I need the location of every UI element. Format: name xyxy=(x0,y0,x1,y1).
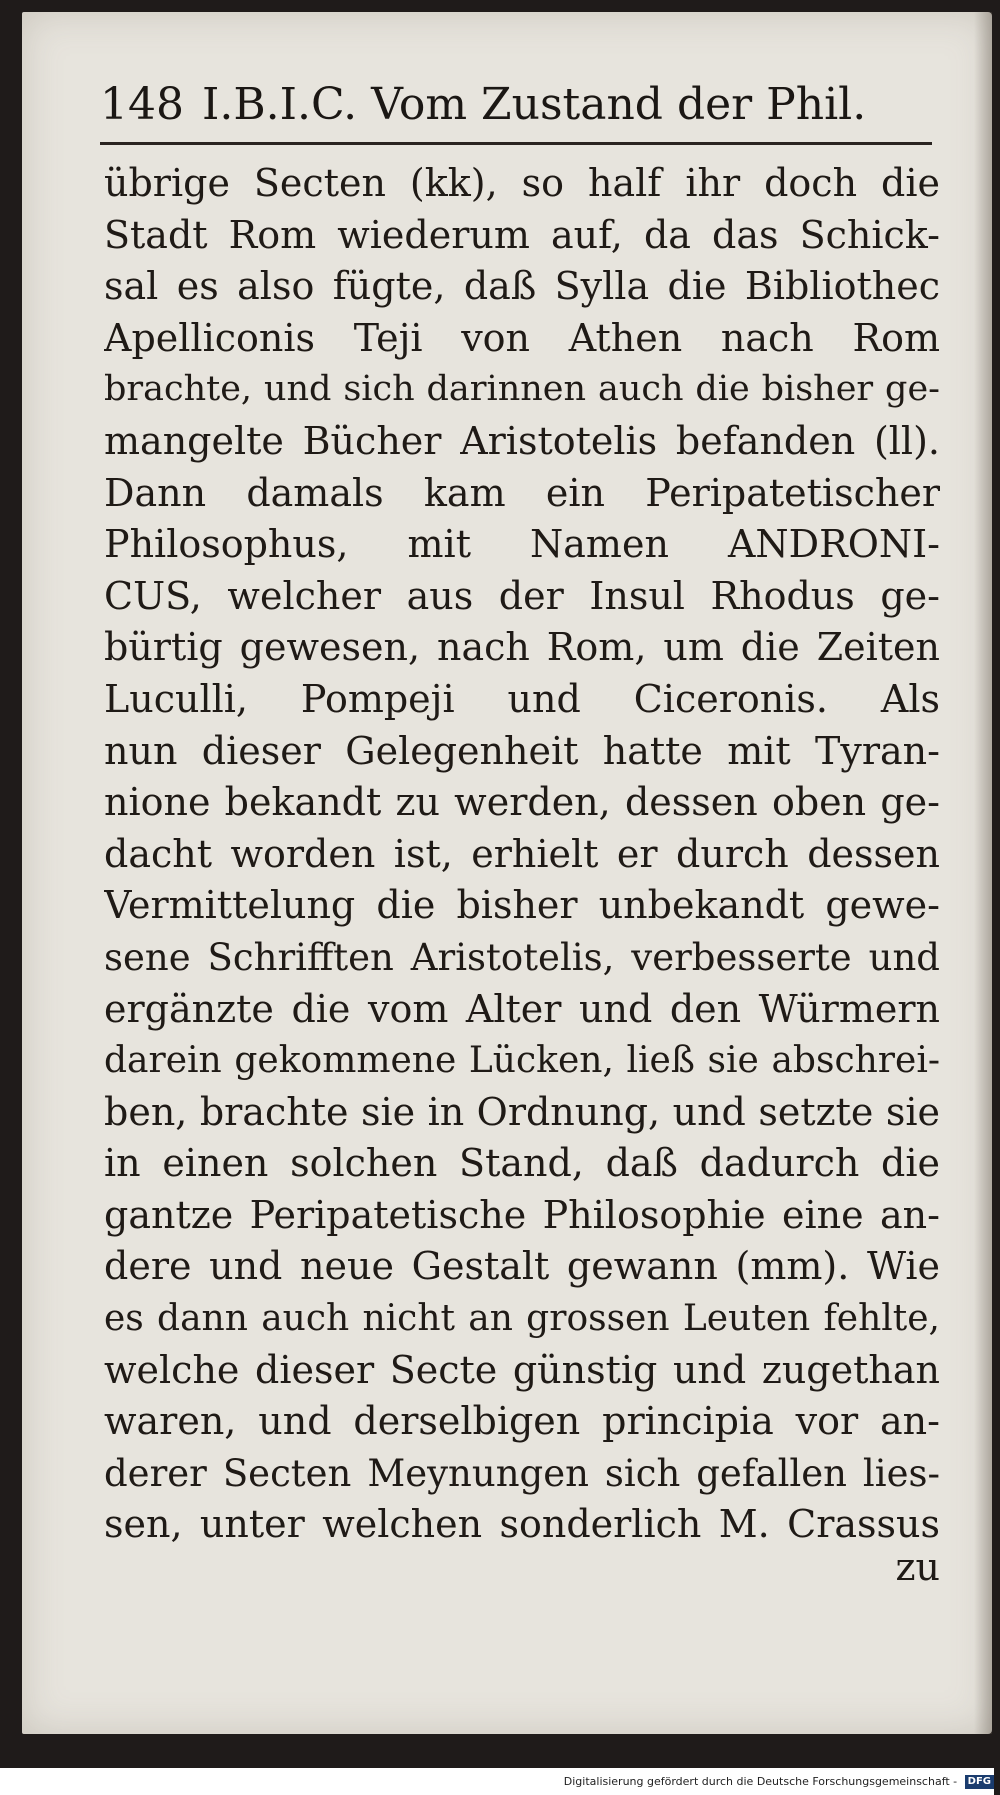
catchword: zu xyxy=(895,1545,940,1589)
text-line: Vermittelung die bisher unbekandt gewe- xyxy=(104,883,940,928)
text-line: Luculli, Pompeji und Ciceronis. Als xyxy=(104,676,940,721)
text-line: Dann damals kam ein Peripatetischer xyxy=(104,470,940,515)
text-line: Stadt Rom wiederum auf, da das Schick- xyxy=(104,212,940,257)
text-line: nun dieser Gelegenheit hatte mit Tyran- xyxy=(104,728,940,773)
funding-credit: Digitalisierung gefördert durch die Deutsche Forschungsgemeinschaft - xyxy=(563,1775,958,1788)
text-line: Apelliconis Teji von Athen nach Rom xyxy=(104,315,940,360)
body-text xyxy=(104,158,940,1551)
header-rule xyxy=(100,142,932,145)
text-line: in einen solchen Stand, daß dadurch die xyxy=(104,1141,940,1186)
text-line: CUS, welcher aus der Insul Rhodus ge- xyxy=(104,573,940,618)
running-title: I.B.I.C. Vom Zustand der Phil. xyxy=(201,79,867,130)
text-line: sene Schrifften Aristotelis, verbesserte und xyxy=(104,935,940,979)
text-line: waren, und derselbigen principia vor an- xyxy=(104,1399,940,1444)
dfg-logo: DFG xyxy=(965,1775,994,1789)
text-line: mangelte Bücher Aristotelis befanden (ll). xyxy=(104,418,940,463)
text-line: es dann auch nicht an grossen Leuten fehlte, xyxy=(104,1298,940,1340)
text-line: ben, brachte sie in Ordnung, und setzte sie xyxy=(104,1089,940,1134)
text-line: ergänzte die vom Alter und den Würmern xyxy=(104,986,940,1031)
text-line: derer Secten Meynungen sich gefallen lies- xyxy=(104,1451,940,1495)
text-line: nione bekandt zu werden, dessen oben ge- xyxy=(104,780,940,825)
text-line: brachte, und sich darinnen auch die bisher ge- xyxy=(104,369,940,410)
text-line: bürtig gewesen, nach Rom, um die Zeiten xyxy=(104,625,940,670)
text-line: Philosophus, mit Namen ANDRONI- xyxy=(104,522,940,567)
text-line: welche dieser Secte günstig und zugethan xyxy=(104,1347,940,1392)
text-line: sal es also fügte, daß Sylla die Bibliothec xyxy=(104,264,940,309)
digitization-footer xyxy=(0,1768,994,1795)
text-line: darein gekommene Lücken, ließ sie abschrei- xyxy=(104,1040,940,1082)
text-line: sen, unter welchen sonderlich M. Crassus xyxy=(104,1502,940,1547)
text-line: dere und neue Gestalt gewann (mm). Wie xyxy=(104,1244,940,1289)
text-line: übrige Secten (kk), so half ihr doch die xyxy=(104,161,940,205)
running-header xyxy=(100,68,940,142)
text-line: gantze Peripatetische Philosophie eine an- xyxy=(104,1192,940,1237)
page-number: 148 xyxy=(100,79,184,130)
text-line: dacht worden ist, erhielt er durch dessen xyxy=(104,831,940,876)
